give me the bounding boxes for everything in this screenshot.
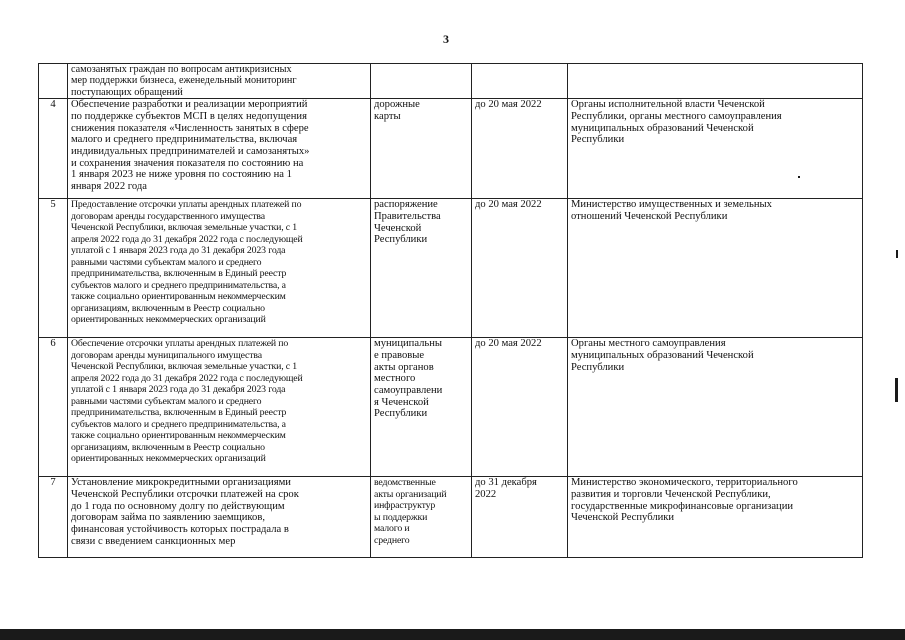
deadline-cell bbox=[472, 199, 568, 338]
table-row-continuation bbox=[39, 64, 863, 99]
responsible-text: Министерство имущественных и земельных отношений Чеченской Республики bbox=[571, 199, 772, 222]
form-cell bbox=[371, 99, 472, 199]
deadline-cell bbox=[472, 477, 568, 558]
table-row-5 bbox=[39, 199, 863, 338]
form-text: дорожные карты bbox=[374, 99, 420, 122]
form-cell bbox=[371, 199, 472, 338]
form-cell bbox=[371, 64, 472, 99]
action-text: Обеспечение отсрочки уплаты арендных платежей по договорам аренды муниципального имущества Чеченской Республики, включая земельные участки, с 1 апреля 2022 года до 31 декабря 2022 года с последующей уплатой с 1 января 2023 года до 31 декабря 2023 года равными частями субъектам малого и среднего предпринимательства, включенным в Единый реестр субъектов малого и среднего предпринимательства, а также социально ориентированным некоммерческим организациям, включенным в Реестр социально ориентированных некоммерческих организаций bbox=[71, 338, 303, 465]
row-number: 5 bbox=[50, 199, 56, 211]
action-text: Обеспечение разработки и реализации мероприятий по поддержке субъектов МСП в целях недопущения снижения показателя «Численность занятых в сфере малого и среднего предпринимательства, включая индивидуальных предпринимателей и самозанятых» и сохранения значения показателя по состоянию на 1 января 2023 не ниже уровня по состоянию на 1 января 2022 года bbox=[71, 99, 310, 193]
action-text: самозанятых граждан по вопросам антикризисных мер поддержки бизнеса, еженедельный мониторинг поступающих обращений bbox=[71, 64, 297, 98]
action-cell bbox=[68, 99, 371, 199]
responsible-cell bbox=[568, 199, 863, 338]
row-number-cell bbox=[39, 64, 68, 99]
action-cell bbox=[68, 64, 371, 99]
row-number-cell bbox=[39, 199, 68, 338]
form-text: ведомственные акты организаций инфраструктур ы поддержки малого и среднего bbox=[374, 477, 447, 546]
scan-mark-dot bbox=[798, 176, 800, 178]
responsible-text: Министерство экономического, территориального развития и торговли Чеченской Республики, государственные микрофинансовые организации Чеченской Республики bbox=[571, 477, 798, 524]
responsible-cell bbox=[568, 338, 863, 477]
measures-table bbox=[38, 63, 863, 558]
responsible-text: Органы исполнительной власти Чеченской Республики, органы местного самоуправления муниципальных образований Чеченской Республики bbox=[571, 99, 782, 146]
row-number-cell bbox=[39, 338, 68, 477]
row-number: 4 bbox=[50, 99, 56, 111]
row-number-cell bbox=[39, 99, 68, 199]
form-cell bbox=[371, 338, 472, 477]
responsible-cell bbox=[568, 99, 863, 199]
responsible-cell bbox=[568, 64, 863, 99]
table-row-6 bbox=[39, 338, 863, 477]
scan-mark-right-2 bbox=[895, 378, 898, 402]
row-number: 7 bbox=[50, 477, 56, 489]
action-text: Предоставление отсрочки уплаты арендных платежей по договорам аренды государственного имущества Чеченской Республики, включая земельные участки, с 1 апреля 2022 года до 31 декабря 2022 года с последующей уплатой с 1 января 2023 года до 31 декабря 2023 года равными частями субъектам малого и среднего предпринимательства, включенным в Единый реестр субъектов малого и среднего предпринимательства, а также социально ориентированным некоммерческим организациям, включенным в Реестр социально ориентированных некоммерческих организаций bbox=[71, 199, 303, 326]
form-cell bbox=[371, 477, 472, 558]
table-row-4 bbox=[39, 99, 863, 199]
deadline-text: до 31 декабря 2022 bbox=[475, 477, 537, 500]
deadline-text: до 20 мая 2022 bbox=[475, 338, 542, 350]
action-cell bbox=[68, 477, 371, 558]
form-text: муниципальны е правовые акты органов местного самоуправлени я Чеченской Республики bbox=[374, 338, 443, 420]
responsible-text: Органы местного самоуправления муниципальных образований Чеченской Республики bbox=[571, 338, 754, 373]
scan-bottom-border bbox=[0, 629, 905, 640]
deadline-cell bbox=[472, 99, 568, 199]
row-number-cell bbox=[39, 477, 68, 558]
deadline-text: до 20 мая 2022 bbox=[475, 199, 542, 211]
form-text: распоряжение Правительства Чеченской Республики bbox=[374, 199, 441, 246]
action-cell bbox=[68, 199, 371, 338]
deadline-cell bbox=[472, 338, 568, 477]
deadline-cell bbox=[472, 64, 568, 99]
responsible-cell bbox=[568, 477, 863, 558]
action-cell bbox=[68, 338, 371, 477]
table-row-7 bbox=[39, 477, 863, 558]
deadline-text: до 20 мая 2022 bbox=[475, 99, 542, 111]
row-number: 6 bbox=[50, 338, 56, 350]
scan-mark-right-1 bbox=[896, 250, 898, 258]
action-text: Установление микрокредитными организациями Чеченской Республики отсрочки платежей на срок до 1 года по основному долгу по действующим договорам займа по заявлению заемщиков, финансовая устойчивость которых пострадала в связи с введением санкционных мер bbox=[71, 477, 299, 547]
page-number: 3 bbox=[443, 32, 449, 46]
